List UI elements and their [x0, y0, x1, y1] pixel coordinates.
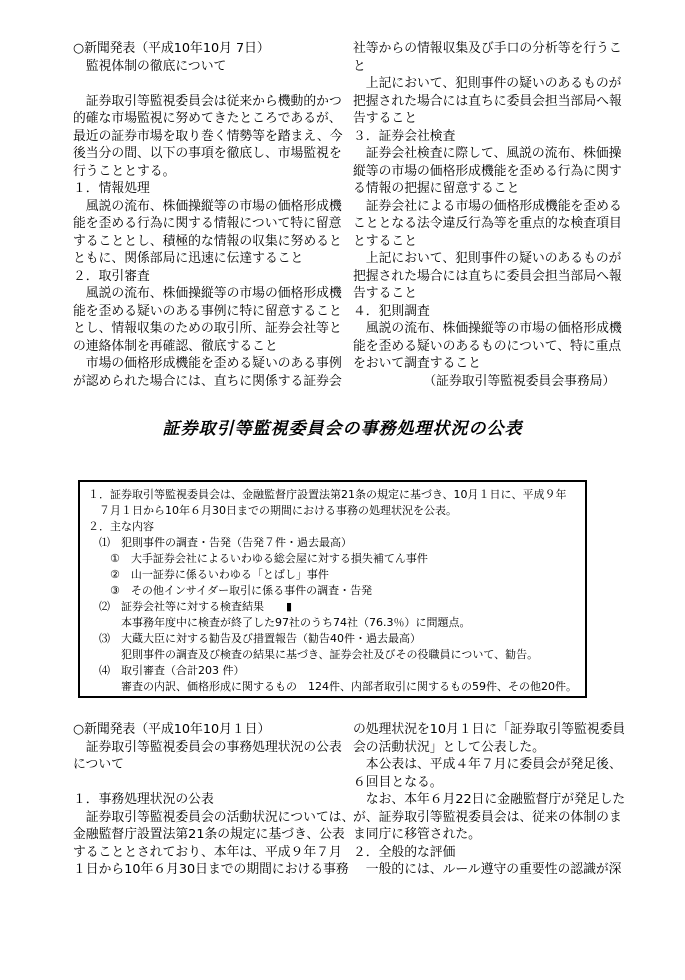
text-line: 審査の内訳、価格形成に関するもの 124件、内部者取引に関するもの59件、その他20件。 — [88, 680, 577, 693]
text-line: 犯則事件の調査及び検査の結果に基づき、証券会社及びその役職員について、勧告。 — [88, 648, 539, 661]
text-line: ⑵ 証券会社等に対する検査結果 ▮ — [88, 600, 293, 613]
text-line: の処理状況を10月１日に「証券取引等監視委員 — [353, 722, 626, 737]
text-line: 市場の価格形成機能を歪める疑いのある事例 — [73, 356, 342, 371]
text-line: 一般的には、ルール遵守の重要性の認識が深 — [353, 862, 622, 877]
text-line: 能を歪める疑いのある事例に特に留意すること — [73, 303, 342, 319]
text-line: こととなる法令違反行為等を重点的な検査項目 — [353, 216, 622, 231]
text-line: 上記において、犯則事件の疑いのあるものが — [353, 76, 622, 91]
text-line: 証券取引等監視委員会の活動状況については、 — [73, 809, 355, 825]
press-release-oct7-section — [73, 40, 633, 390]
text-line: ４．犯則調査 — [353, 303, 430, 319]
text-line: が、証券取引等監視委員会は、従来の体制のま — [353, 809, 622, 825]
text-line: をおいて調査すること — [353, 356, 481, 371]
text-line: 告すること — [353, 111, 417, 126]
text-line: 本事務年度中に検査が終了した97社のうち74社（76.3％）に問題点。 — [88, 616, 471, 629]
press-release-oct1-section — [73, 721, 633, 879]
text-line: について — [73, 757, 124, 772]
release1-right-column — [353, 40, 633, 390]
text-line: ６回目となる。 — [353, 774, 443, 790]
text-line: とすること — [353, 233, 417, 249]
text-line: 能を歪める疑いのあるものについて、特に重点 — [353, 338, 622, 354]
text-line: することとし、積極的な情報の収集に努めると — [73, 233, 342, 249]
text-line: 風説の流布、株価操縦等の市場の価格形成機 — [353, 321, 622, 336]
text-line: ③ その他インサイダー取引に係る事件の調査・告発 — [88, 584, 373, 597]
text-line: することとされており、本年は、平成９年７月 — [73, 844, 342, 860]
text-line: １．証券取引等監視委員会は、金融監督庁設置法第21条の規定に基づき、10月１日に、平成９年 — [88, 488, 567, 501]
text-line: 上記において、犯則事件の疑いのあるものが — [353, 251, 622, 266]
text-line: ２．主な内容 — [88, 520, 154, 533]
text-line: １．情報処理 — [73, 181, 150, 196]
text-line: 最近の証券市場を取り巻く情勢等を踏まえ、今 — [73, 128, 343, 144]
text-line: 把握された場合には直ちに委員会担当部局へ報 — [353, 93, 622, 109]
document-title: 証券取引等監視委員会の事務処理状況の公表 — [162, 419, 523, 439]
text-line: が認められた場合には、直ちに関係する証券会 — [73, 373, 342, 389]
text-line: 風説の流布、株価操縦等の市場の価格形成機 — [73, 286, 342, 301]
text-line: の連絡体制を再確認、徹底すること — [73, 338, 278, 354]
text-line: ⑴ 犯則事件の調査・告発（告発７件・過去最高） — [88, 536, 352, 549]
text-line: 証券取引等監視委員会の事務処理状況の公表 — [73, 739, 342, 755]
text-line: ２．取引審査 — [73, 268, 150, 284]
text-line — [73, 774, 353, 792]
text-line: １日から10年６月30日までの期間における事務 — [73, 862, 349, 877]
text-line: る情報の把握に留意すること — [353, 181, 520, 196]
text-line: ２．全般的な評価 — [353, 844, 456, 860]
text-line: 会の活動状況」として公表した。 — [353, 739, 545, 755]
text-line: 風説の流布、株価操縦等の市場の価格形成機 — [73, 198, 342, 214]
text-line: ま同庁に移管された。 — [353, 827, 481, 842]
text-line: なお、本年６月22日に金融監督庁が発足した — [353, 792, 626, 807]
release2-left-column — [73, 721, 353, 879]
text-line: 証券会社検査に際して、風説の流布、株価操 — [353, 146, 622, 161]
text-line: （証券取引等監視委員会事務局） — [353, 373, 616, 389]
text-line — [73, 75, 353, 93]
text-line: ① 大手証券会社によるいわゆる総会屋に対する損失補てん事件 — [88, 552, 428, 565]
text-line: 的確な市場監視に努めてきたところであるが、 — [73, 111, 342, 126]
text-line: ともに、関係部局に迅速に伝達すること — [73, 251, 304, 266]
text-line: ⑷ 取引審査（合計203 件） — [88, 664, 245, 677]
release2-right-column — [353, 721, 633, 879]
text-line: ② 山一証券に係るいわゆる「とばし」事件 — [88, 568, 329, 581]
text-line: ⑶ 大蔵大臣に対する勧告及び措置報告（勧告40件・過去最高） — [88, 632, 421, 645]
text-line: ○新聞発表（平成10年10月１日） — [73, 722, 271, 737]
release1-left-column — [73, 40, 353, 390]
text-line: 金融監督庁設置法第21条の規定に基づき、公表 — [73, 827, 345, 842]
text-line: 本公表は、平成４年７月に委員会が発足後、 — [353, 757, 622, 772]
text-line: ○新聞発表（平成10年10月 7日） — [73, 41, 270, 56]
text-line: １．事務処理状況の公表 — [73, 792, 214, 807]
text-line: 行うこととする。 — [73, 163, 176, 179]
text-line: 社等からの情報収集及び手口の分析等を行うこ — [353, 41, 622, 56]
text-line: と — [353, 58, 366, 74]
text-line: とし、情報収集のための取引所、証券会社等と — [73, 321, 342, 336]
text-line: 証券取引等監視委員会は従来から機動的かつ — [73, 93, 342, 109]
text-line: 能を歪める行為に関する情報について特に留意 — [73, 216, 342, 231]
text-line: ７月１日から10年６月30日までの期間における事務の処理状況を公表。 — [88, 504, 457, 517]
text-line: 後当分の間、以下の事項を徹底し、市場監視を — [73, 146, 342, 161]
summary-box — [78, 480, 587, 698]
text-line: ３．証券会社検査 — [353, 128, 456, 144]
text-line: 監視体制の徹底について — [73, 58, 227, 74]
text-line: 告すること — [353, 286, 417, 301]
text-line: 縦等の市場の価格形成機能を歪める行為に関す — [353, 163, 622, 179]
text-line: 把握された場合には直ちに委員会担当部局へ報 — [353, 268, 622, 284]
text-line: 証券会社による市場の価格形成機能を歪める — [353, 198, 622, 214]
